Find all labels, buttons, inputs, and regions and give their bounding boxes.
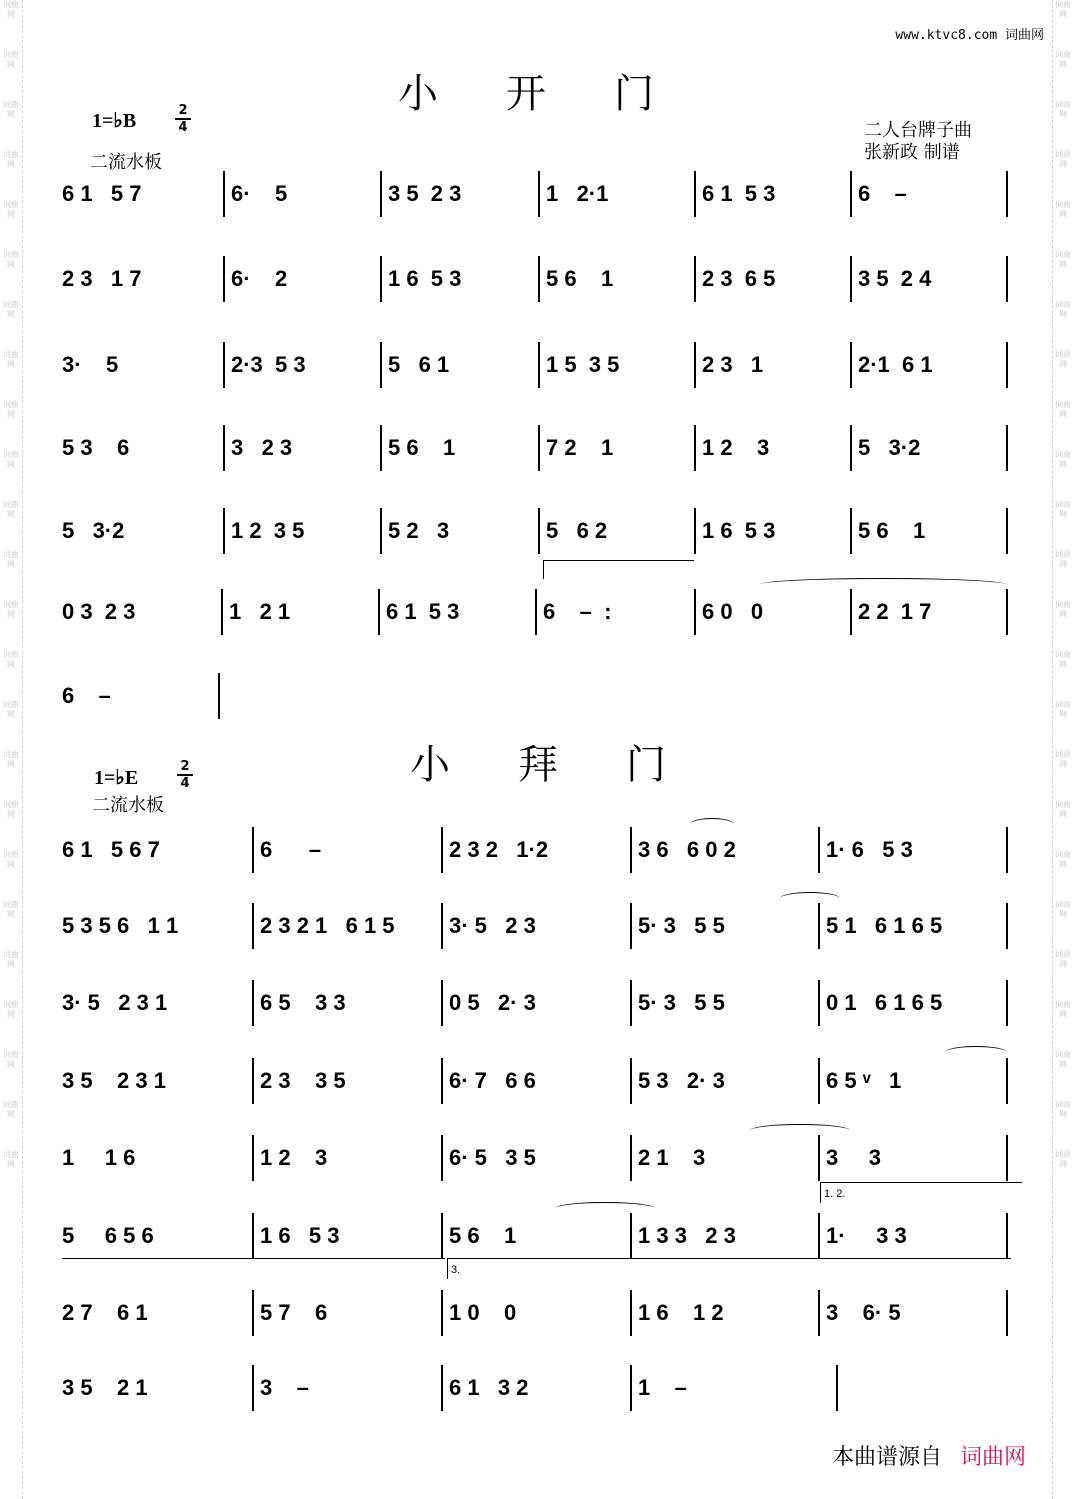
song2-measure: 6· 7 6 6 (449, 1068, 536, 1093)
song2-measure: 3· 5 2 3 (449, 913, 536, 938)
edge-watermark-text: 词曲网 (3, 550, 19, 569)
song1-title: 小开门 (398, 71, 722, 117)
song1-measure: 3 5 2 4 (858, 266, 932, 291)
edge-watermark-text: 词曲网 (1055, 350, 1071, 369)
edge-watermark-text: 词曲网 (3, 750, 19, 769)
song1-measure: 5 6 1 (388, 435, 456, 460)
barline (1006, 1058, 1008, 1104)
site-header[interactable]: www.ktvc8.com 词曲网 (895, 28, 1044, 43)
song1-measure: 6 – (858, 181, 907, 206)
volta-song2-3: 3. (447, 1258, 1011, 1279)
barline (850, 425, 852, 471)
barline (1006, 980, 1008, 1026)
song2-row (58, 903, 1012, 949)
song1-measure: 2 3 1 (702, 352, 764, 377)
song2-measure: 3 5 2 3 1 (62, 1068, 166, 1093)
song1-tempo: 二流水板 (90, 152, 162, 173)
edge-watermark-text: 词曲网 (1055, 450, 1071, 469)
edge-watermark-text: 词曲网 (3, 0, 19, 19)
footer-brand[interactable]: 词曲网 (959, 1445, 1026, 1470)
edge-watermark-text: 词曲网 (1055, 900, 1071, 919)
barline (252, 1365, 254, 1411)
edge-watermark-text: 词曲网 (3, 600, 19, 619)
song1-measure: 1 2·1 (546, 181, 609, 206)
song1-measure: 2·3 5 3 (231, 352, 306, 377)
edge-watermark-text: 词曲网 (3, 250, 19, 269)
footer-source (832, 1440, 1026, 1471)
barline (441, 1290, 443, 1336)
barline (538, 425, 540, 471)
song1-measure: 2 2 1 7 (858, 599, 932, 624)
song1-measure: 0 3 2 3 (62, 599, 136, 624)
song2-measure: 0 5 2· 3 (449, 990, 536, 1015)
barline (380, 425, 382, 471)
song1-measure: 5 2 3 (388, 518, 450, 543)
volta-song2-1-2: 1. 2. (820, 1182, 1022, 1203)
barline (1006, 903, 1008, 949)
song2-measure: 2 7 6 1 (62, 1300, 148, 1325)
song2-measure: 1· 6 5 3 (826, 837, 913, 862)
edge-watermark-text: 词曲网 (3, 150, 19, 169)
edge-watermark-text: 词曲网 (3, 850, 19, 869)
barline (252, 980, 254, 1026)
song2-measure: 2 3 2 1 6 1 5 (260, 913, 395, 938)
barline (694, 508, 696, 554)
edge-watermark-text: 词曲网 (1055, 200, 1071, 219)
barline (630, 903, 632, 949)
slur-song2-r4 (945, 1046, 1007, 1059)
song2-row (58, 1135, 1012, 1181)
song2-measure: 3 6· 5 (826, 1300, 901, 1325)
edge-watermark-text: 词曲网 (3, 650, 19, 669)
song2-measure: 1· 3 3 (826, 1223, 907, 1248)
song2-measure: 5 1 6 1 6 5 (826, 913, 943, 938)
song2-measure: 3 3 (826, 1145, 882, 1170)
barline (252, 903, 254, 949)
song1-measure: 2 3 1 7 (62, 266, 142, 291)
barline (1006, 171, 1008, 217)
song1-measure: 1 6 5 3 (702, 518, 776, 543)
edge-watermark-text: 词曲网 (3, 900, 19, 919)
edge-watermark-text: 词曲网 (1055, 1100, 1071, 1119)
edge-watermark-text: 词曲网 (1055, 700, 1071, 719)
song1-row (58, 256, 1012, 302)
barline (221, 589, 223, 635)
edge-watermark-text: 词曲网 (1055, 750, 1071, 769)
left-edge-line (22, 0, 23, 1499)
edge-watermark-text: 词曲网 (1055, 650, 1071, 669)
barline (378, 589, 380, 635)
song2-measure: 1 2 3 (260, 1145, 328, 1170)
barline (1006, 256, 1008, 302)
slur-song2-r1 (690, 818, 734, 831)
edge-watermark-text: 词曲网 (1055, 950, 1071, 969)
footer-label: 本曲谱源自 (831, 1445, 942, 1470)
song1-row (58, 171, 1012, 217)
barline (1006, 1213, 1008, 1259)
song1-credit: 二人台牌子曲 张新政 制谱 (864, 120, 972, 163)
song2-row (58, 827, 1012, 873)
song2-measure: 1 3 3 2 3 (638, 1223, 736, 1248)
barline (441, 827, 443, 873)
barline (252, 827, 254, 873)
edge-watermark-text: 词曲网 (1055, 300, 1071, 319)
barline (818, 1290, 820, 1336)
song2-measure: 6 – (260, 837, 322, 862)
barline (1006, 425, 1008, 471)
barline (538, 342, 540, 388)
song2-measure: 1 0 0 (449, 1300, 517, 1325)
edge-watermark-text: 词曲网 (3, 950, 19, 969)
barline (538, 171, 540, 217)
song1-measure: 2 3 6 5 (702, 266, 776, 291)
barline (630, 1213, 632, 1259)
barline (223, 425, 225, 471)
song1-measure: 5 6 1 (546, 266, 614, 291)
song2-measure: 2 1 3 (638, 1145, 706, 1170)
song1-measure: 5 3·2 (858, 435, 921, 460)
song2-measure: 5 3 2· 3 (638, 1068, 725, 1093)
song1-measure: 3 2 3 (231, 435, 293, 460)
left-edge-watermark (0, 0, 22, 1499)
song2-row (58, 1058, 1012, 1104)
song1-measure: 7 2 1 (546, 435, 614, 460)
edge-watermark-text: 词曲网 (1055, 1000, 1071, 1019)
barline (694, 589, 696, 635)
barline (818, 1213, 820, 1259)
edge-watermark-text: 词曲网 (1055, 0, 1071, 19)
song1-measure: 1 2 3 5 (231, 518, 305, 543)
song1-measure: 6 1 5 7 (62, 181, 142, 206)
song2-measure: 2 3 3 5 (260, 1068, 346, 1093)
barline (630, 1058, 632, 1104)
barline (538, 508, 540, 554)
song2-measure: 1 6 1 2 (638, 1300, 724, 1325)
song1-measure: 6 – (62, 683, 111, 708)
song2-measure: 1 6 5 3 (260, 1223, 340, 1248)
song1-measure: 6· 2 (231, 266, 288, 291)
song1-row (58, 508, 1012, 554)
song1-measure: 5 6 1 (388, 352, 450, 377)
song1-row (58, 425, 1012, 471)
song1-measure: 3 5 2 3 (388, 181, 462, 206)
song1-measure: 1 2 1 (229, 599, 291, 624)
song2-title: 小拜门 (410, 742, 734, 788)
edge-watermark-text: 词曲网 (1055, 150, 1071, 169)
song1-measure: 6 – : (543, 599, 612, 624)
edge-watermark-text: 词曲网 (1055, 100, 1071, 119)
barline (818, 980, 820, 1026)
song2-row (58, 1365, 1012, 1411)
barline (1006, 1135, 1008, 1181)
song2-key: 1=♭E (94, 767, 139, 789)
edge-watermark-text: 词曲网 (1055, 550, 1071, 569)
song2-measure: 5 7 6 (260, 1300, 328, 1325)
volta-song2-line (62, 1258, 445, 1261)
song2-measure: 5· 3 5 5 (638, 913, 725, 938)
song2-measure: 1 1 6 (62, 1145, 136, 1170)
song2-measure: 0 1 6 1 6 5 (826, 990, 943, 1015)
song2-measure: 6 1 3 2 (449, 1375, 529, 1400)
barline (1006, 508, 1008, 554)
barline (1006, 589, 1008, 635)
edge-watermark-text: 词曲网 (3, 300, 19, 319)
edge-watermark-text: 词曲网 (3, 100, 19, 119)
barline (630, 1135, 632, 1181)
edge-watermark-text: 词曲网 (1055, 250, 1071, 269)
song1-measure: 1 6 5 3 (388, 266, 462, 291)
barline (380, 171, 382, 217)
barline (252, 1213, 254, 1259)
edge-watermark-text: 词曲网 (3, 500, 19, 519)
song2-measure: 5 6 5 6 (62, 1223, 154, 1248)
edge-watermark-text: 词曲网 (3, 1150, 19, 1169)
edge-watermark-text: 词曲网 (3, 400, 19, 419)
barline (441, 1213, 443, 1259)
barline (850, 589, 852, 635)
song1-measure: 1 2 3 (702, 435, 770, 460)
barline (441, 1365, 443, 1411)
edge-watermark-text: 词曲网 (3, 1000, 19, 1019)
song1-measure: 2·1 6 1 (858, 352, 933, 377)
barline (223, 256, 225, 302)
barline (818, 1135, 820, 1181)
slur-song2-r6 (555, 1202, 655, 1215)
barline (535, 589, 537, 635)
song2-measure: 6· 5 3 5 (449, 1145, 536, 1170)
edge-watermark-text: 词曲网 (3, 800, 19, 819)
barline (223, 508, 225, 554)
barline (252, 1058, 254, 1104)
song2-row (58, 980, 1012, 1026)
slur-line6 (760, 578, 1006, 591)
barline (441, 1058, 443, 1104)
song1-row (58, 342, 1012, 388)
barline (1006, 342, 1008, 388)
edge-watermark-text: 词曲网 (3, 350, 19, 369)
song1-measure: 5 6 2 (546, 518, 608, 543)
barline (850, 256, 852, 302)
song2-measure: 2 3 2 1·2 (449, 837, 549, 862)
edge-watermark-text: 词曲网 (1055, 1050, 1071, 1069)
song2-measure: 6 5 3 3 (260, 990, 346, 1015)
barline (818, 827, 820, 873)
edge-watermark-text: 词曲网 (1055, 600, 1071, 619)
song1-measure: 5 3 6 (62, 435, 130, 460)
barline (1006, 827, 1008, 873)
barline (441, 1135, 443, 1181)
barline (380, 508, 382, 554)
song1-measure: 6 1 5 3 (702, 181, 776, 206)
barline (818, 1058, 820, 1104)
barline (441, 903, 443, 949)
barline (630, 980, 632, 1026)
slur-song2-r5 (750, 1124, 850, 1137)
song2-measure: 3 6 6 0 2 (638, 837, 736, 862)
song2-row (58, 1213, 1012, 1259)
song2-measure: 5 3 5 6 1 1 (62, 913, 179, 938)
edge-watermark-text: 词曲网 (3, 50, 19, 69)
right-edge-watermark (1052, 0, 1074, 1499)
song2-measure: 3· 5 2 3 1 (62, 990, 168, 1015)
edge-watermark-text: 词曲网 (3, 700, 19, 719)
barline (538, 256, 540, 302)
edge-watermark-text: 词曲网 (1055, 400, 1071, 419)
barline (850, 508, 852, 554)
barline (850, 171, 852, 217)
song2-measure: 6 5 ᵛ 1 (826, 1068, 902, 1093)
song2-time-signature: 2 4 (177, 760, 193, 790)
barline (630, 1365, 632, 1411)
edge-watermark-text: 词曲网 (1055, 50, 1071, 69)
song1-measure: 6 0 0 (702, 599, 764, 624)
barline (252, 1290, 254, 1336)
edge-watermark-text: 词曲网 (3, 200, 19, 219)
barline (380, 342, 382, 388)
song2-measure: 3 – (260, 1375, 309, 1400)
edge-watermark-text: 词曲网 (1055, 500, 1071, 519)
barline (630, 1290, 632, 1336)
edge-watermark-text: 词曲网 (1055, 850, 1071, 869)
barline (223, 342, 225, 388)
slur-song2-r2 (780, 892, 840, 905)
barline (252, 1135, 254, 1181)
song2-measure: 5 6 1 (449, 1223, 517, 1248)
barline (694, 171, 696, 217)
song2-measure: 5· 3 5 5 (638, 990, 725, 1015)
volta-bracket-1 (543, 560, 694, 579)
barline (836, 1365, 838, 1411)
barline (223, 171, 225, 217)
song1-key: 1=♭B (92, 110, 137, 132)
song1-measure: 5 3·2 (62, 518, 125, 543)
barline (694, 425, 696, 471)
song1-row (58, 589, 1012, 635)
barline (850, 342, 852, 388)
song1-measure: 1 5 3 5 (546, 352, 620, 377)
song2-row (58, 1290, 1012, 1336)
song1-measure: 5 6 1 (858, 518, 926, 543)
edge-watermark-text: 词曲网 (3, 450, 19, 469)
song1-measure: 6 1 5 3 (386, 599, 460, 624)
song1-row (58, 673, 1012, 719)
edge-watermark-text: 词曲网 (1055, 1150, 1071, 1169)
song2-measure: 3 5 2 1 (62, 1375, 148, 1400)
song1-measure: 6· 5 (231, 181, 288, 206)
song1-time-signature: 2 4 (175, 104, 191, 134)
barline (380, 256, 382, 302)
song1-measure: 3· 5 (62, 352, 119, 377)
song2-tempo: 二流水板 (92, 795, 164, 816)
barline (1006, 1290, 1008, 1336)
barline (218, 673, 220, 719)
song2-measure: 6 1 5 6 7 (62, 837, 160, 862)
edge-watermark-text: 词曲网 (3, 1050, 19, 1069)
edge-watermark-text: 词曲网 (3, 1100, 19, 1119)
barline (630, 827, 632, 873)
edge-watermark-text: 词曲网 (1055, 800, 1071, 819)
barline (694, 256, 696, 302)
barline (694, 342, 696, 388)
song2-measure: 1 – (638, 1375, 687, 1400)
barline (818, 903, 820, 949)
barline (441, 980, 443, 1026)
